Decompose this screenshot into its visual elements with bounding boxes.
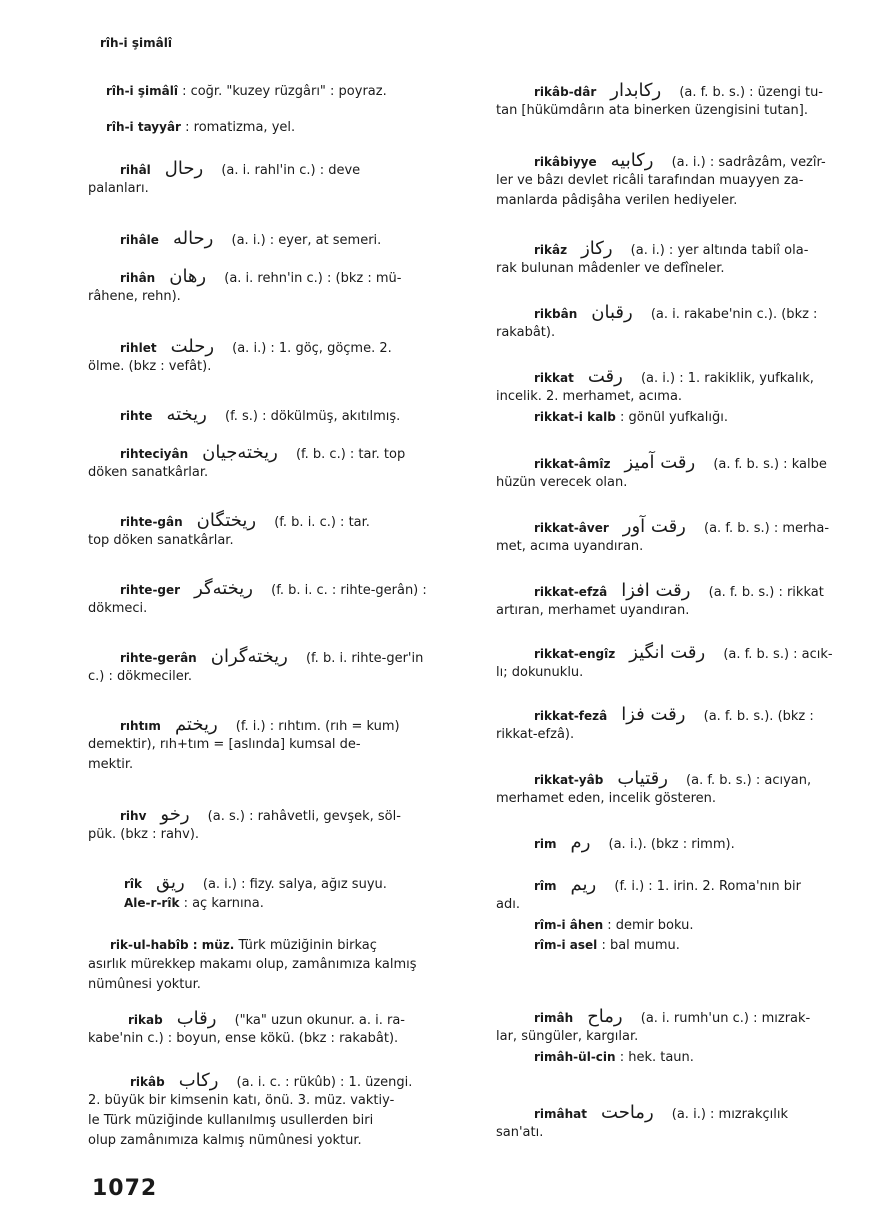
entry-line [88,1030,473,1050]
headword: rîm [534,879,557,893]
entry-line [88,512,473,532]
headword: rimâh [534,1011,574,1025]
entry-line [496,368,881,388]
dictionary-entry [496,368,881,428]
dictionary-entry [496,706,881,746]
headword: rihv [120,809,147,823]
definition-text: (a. i.). (bkz : rimm). [604,837,735,852]
definition-text: san'atı. [496,1125,544,1140]
definition-text: le Türk müziğinde kullanılmış usullerden biri [88,1113,374,1128]
arabic-script: ریق [156,872,185,893]
headword: rîm-i asel [534,938,598,952]
dictionary-entry [88,1072,473,1152]
entry-line [496,260,881,280]
definition-text: nümûnesi yoktur. [88,977,201,992]
entry-line [88,230,473,250]
entry-line [496,518,881,538]
definition-text: (a. f. b. s.) : rikkat [704,585,824,600]
entry-line [88,464,473,484]
page-number: 1072 [92,1176,158,1201]
dictionary-entry [496,834,881,854]
entry-line [88,736,473,756]
headword: rikkat-âver [534,521,609,535]
headword: rihte-ger [120,583,181,597]
arabic-script: رکابیه [610,150,654,171]
entry-line [496,82,881,102]
entry-line [88,580,473,600]
entry-line [496,454,881,474]
dictionary-entry [496,1008,881,1068]
definition-text: dökmeci. [88,601,148,616]
dictionary-entry [88,580,473,620]
entry-line [88,806,473,826]
definition-text: (a. i. rahl'in c.) : deve [217,163,361,178]
entry-line [88,976,473,996]
definition-text: olup zamânımıza kalmış nümûnesi yoktur. [88,1133,362,1148]
definition-text: ölme. (bkz : vefât). [88,359,212,374]
entry-line [88,600,473,620]
headword: rihâl [120,163,151,177]
definition-text: (a. i.) : 1. göç, göçme. 2. [228,341,392,356]
dictionary-entry [496,454,881,494]
entry-line [88,1132,473,1152]
arabic-script: رماحت [601,1102,654,1123]
dictionary-entry [496,582,881,622]
dictionary-entry [88,406,473,426]
entry-line [496,1124,881,1144]
dictionary-entry [496,82,881,122]
definition-text: adı. [496,897,520,912]
dictionary-entry [496,876,881,956]
dictionary-entry [88,268,473,308]
headword: rikâb [130,1075,165,1089]
arabic-script: رقبان [591,302,633,323]
definition-text: incelik. 2. merhamet, acıma. [496,389,683,404]
entry-line [88,268,473,288]
definition-text: (a. f. b. s.). (bkz : [699,709,814,724]
entry-line [496,172,881,192]
definition-text: (a. i. rumh'un c.) : mızrak- [636,1011,811,1026]
definition-text: lı; dokunuklu. [496,665,584,680]
entry-line [496,770,881,790]
entry-line [88,1092,473,1112]
definition-text: asırlık mürekkep makamı olup, zamânımıza kalmış [88,957,417,972]
definition-text: rakabât). [496,325,556,340]
definition-text: : gönül yufkalığı. [615,410,728,425]
definition-text: (a. i.) : 1. rakiklik, yufkalık, [636,371,814,386]
definition-text: (f. b. c.) : tar. top [291,447,406,462]
definition-text: ("ka" uzun okunur. a. i. ra- [230,1013,405,1028]
entry-line [496,896,881,916]
definition-text: : coğr. "kuzey rüzgârı" : poyraz. [177,84,387,99]
arabic-script: رماح [587,1006,623,1027]
headword: rihte-gerân [120,651,197,665]
dictionary-entry [496,240,881,280]
entry-line [496,1028,881,1048]
headword: rihteciyân [120,447,189,461]
entry-line [496,936,881,956]
headword: rim [534,837,557,851]
headword: rikâb-dâr [534,85,597,99]
definition-text: lar, süngüler, kargılar. [496,1029,639,1044]
headword: rıhtım [120,719,161,733]
dictionary-entry [88,512,473,552]
entry-line [88,338,473,358]
entry-line [496,102,881,122]
entry-line [496,582,881,602]
headword: rihte [120,409,153,423]
definition-text: manlarda pâdişâha verilen hediyeler. [496,193,738,208]
entry-line [496,644,881,664]
definition-text: : hek. taun. [615,1050,694,1065]
entry-line [496,152,881,172]
definition-text: met, acıma uyandıran. [496,539,644,554]
definition-text: (f. s.) : dökülmüş, akıtılmış. [220,409,401,424]
definition-text: râhene, rehn). [88,289,181,304]
dictionary-entry [496,644,881,684]
entry-line [88,1072,473,1092]
definition-text: (a. f. b. s.) : acıyan, [681,773,812,788]
dictionary-entry [88,82,473,102]
dictionary-entry [88,444,473,484]
entry-line [496,916,881,936]
arabic-script: رخو [160,804,190,825]
definition-text: (f. b. i. rihte-ger'in [301,651,424,666]
entry-line [88,406,473,426]
definition-text: (a. s.) : rahâvetli, gevşek, söl- [203,809,401,824]
definition-text: (a. i.) : sadrâzâm, vezîr- [667,155,826,170]
entry-line [88,756,473,776]
definition-text: merhamet eden, incelik gösteren. [496,791,717,806]
entry-line [496,408,881,428]
definition-text: 2. büyük bir kimsenin katı, önü. 3. müz. vaktiy- [88,1093,395,1108]
entry-line [496,192,881,212]
arabic-script: رکابدار [610,80,662,101]
entry-line [88,716,473,736]
headword: rihte-gân [120,515,183,529]
definition-text: (a. f. b. s.) : merha- [699,521,830,536]
entry-line [88,936,473,956]
entry-line [496,726,881,746]
dictionary-entry [88,160,473,200]
headword: rikkat-yâb [534,773,604,787]
headword: Ale-r-rîk [124,896,180,910]
definition-text: : bal mumu. [597,938,680,953]
entry-line [88,358,473,378]
entry-line [88,1010,473,1030]
dictionary-entry [88,936,473,996]
arabic-script: رقتیاب [617,768,668,789]
entry-line [88,956,473,976]
entry-line [496,602,881,622]
arabic-script: رکاز [581,238,613,259]
entry-line [496,1008,881,1028]
definition-text: c.) : dökmeciler. [88,669,193,684]
arabic-script: رقت [587,366,623,387]
definition-text: hüzün verecek olan. [496,475,628,490]
headword: rikkat-engîz [534,647,616,661]
headword: rihân [120,271,156,285]
definition-text: (f. b. i. c.) : tar. [270,515,370,530]
arabic-script: رقت فزا [621,704,686,725]
headword: rikkat-fezâ [534,709,608,723]
entry-line [88,180,473,200]
entry-line [496,664,881,684]
arabic-script: رکاب [178,1070,219,1091]
arabic-script: رحاله [172,228,214,249]
arabic-script: رقت انگیز [629,642,706,663]
entry-line [88,532,473,552]
arabic-script: ریخته‌جیان [202,442,278,463]
headword: rihlet [120,341,157,355]
running-head: rîh-i şimâlî [100,36,172,50]
headword: rîk [124,877,143,891]
entry-line [88,288,473,308]
headword: rikkat-efzâ [534,585,608,599]
headword: rikkat-âmîz [534,457,611,471]
entry-line [496,388,881,408]
headword: rikâbiyye [534,155,597,169]
dictionary-entry [88,874,473,914]
dictionary-entry [88,716,473,776]
definition-text: (a. i.) : eyer, at semeri. [227,233,382,248]
definition-text: artıran, merhamet uyandıran. [496,603,690,618]
dictionary-entry [496,152,881,212]
entry-line [496,474,881,494]
headword: rimâh-ül-cin [534,1050,616,1064]
definition-text: (a. f. b. s.) : üzengi tu- [675,85,823,100]
entry-line [88,874,473,894]
arabic-script: رهان [169,266,207,287]
definition-text: palanları. [88,181,149,196]
entry-line [88,1112,473,1132]
definition-text: (f. i.) : 1. irin. 2. Roma'nın bir [610,879,801,894]
entry-line [496,240,881,260]
definition-text: tan [hükümdârın ata binerken üzengisini tutan]. [496,103,808,118]
headword: rîh-i tayyâr [106,120,181,134]
definition-text: (a. i.) : mızrakçılık [667,1107,788,1122]
entry-line [496,790,881,810]
headword: rihâle [120,233,159,247]
dictionary-entry [496,518,881,558]
dictionary-entry [88,806,473,846]
definition-text: rak bulunan mâdenler ve defîneler. [496,261,725,276]
definition-text: (f. i.) : rıhtım. (rıh = kum) [231,719,400,734]
definition-text: kabe'nin c.) : boyun, ense kökü. (bkz : rakabât). [88,1031,399,1046]
dictionary-entry [88,1010,473,1050]
entry-line [88,160,473,180]
definition-text: mektir. [88,757,134,772]
definition-text: rikkat-efzâ). [496,727,575,742]
dictionary-entry [496,304,881,344]
definition-text: (a. i. rehn'in c.) : (bkz : mü- [220,271,402,286]
entry-line [88,444,473,464]
arabic-script: رقت آور [622,516,686,537]
arabic-script: رحال [164,158,204,179]
entry-line [496,1048,881,1068]
arabic-script: رم [570,832,591,853]
headword: rîm-i âhen [534,918,604,932]
dictionary-entry [88,230,473,250]
arabic-script: رقاب [176,1008,217,1029]
entry-line [88,118,473,138]
entry-line [88,82,473,102]
arabic-script: ریخته‌گران [210,646,288,667]
entry-line [88,894,473,914]
headword: rikkat-i kalb [534,410,616,424]
definition-text: döken sanatkârlar. [88,465,209,480]
headword: rikab [128,1013,163,1027]
entry-line [496,324,881,344]
arabic-script: رقت آمیز [624,452,696,473]
arabic-script: ریخته [166,404,207,425]
entry-line [88,648,473,668]
definition-text: (a. i.) : yer altında tabiî ola- [626,243,809,258]
entry-line [496,706,881,726]
entry-line [496,1104,881,1124]
headword: rimâhat [534,1107,588,1121]
dictionary-entry [496,770,881,810]
arabic-script: رقت افزا [621,580,691,601]
definition-text: (a. i. rakabe'nin c.). (bkz : [646,307,818,322]
entry-line [496,538,881,558]
definition-text: (f. b. i. c. : rihte-gerân) : [266,583,427,598]
headword: rikbân [534,307,578,321]
entry-line [88,668,473,688]
definition-text: demektir), rıh+tım = [aslında] kumsal de- [88,737,361,752]
entry-line [496,834,881,854]
headword: rik-ul-habîb : müz. [110,938,235,952]
entry-line [496,876,881,896]
entry-line [496,304,881,324]
arabic-script: ریختگان [196,510,257,531]
headword: rikâz [534,243,568,257]
definition-text: (a. f. b. s.) : acık- [719,647,833,662]
definition-text: (a. f. b. s.) : kalbe [709,457,827,472]
entry-line [88,826,473,846]
definition-text: (a. i. c. : rükûb) : 1. üzengi. [232,1075,413,1090]
arabic-script: ریخته‌گر [194,578,253,599]
arabic-script: ریختم [174,714,218,735]
definition-text: : demir boku. [603,918,694,933]
arabic-script: رحلت [170,336,215,357]
definition-text: pük. (bkz : rahv). [88,827,200,842]
dictionary-entry [88,118,473,138]
definition-text: (a. i.) : fizy. salya, ağız suyu. [198,877,387,892]
headword: rîh-i şimâlî [106,84,178,98]
dictionary-entry [88,338,473,378]
definition-text: : aç karnına. [179,896,264,911]
headword: rikkat [534,371,574,385]
dictionary-entry [88,648,473,688]
definition-text: top döken sanatkârlar. [88,533,234,548]
arabic-script: ریم [570,874,597,895]
dictionary-entry [496,1104,881,1144]
definition-text: : romatizma, yel. [180,120,296,135]
definition-text: Türk müziğinin birkaç [234,938,377,953]
definition-text: ler ve bâzı devlet ricâli tarafından muayyen za- [496,173,804,188]
